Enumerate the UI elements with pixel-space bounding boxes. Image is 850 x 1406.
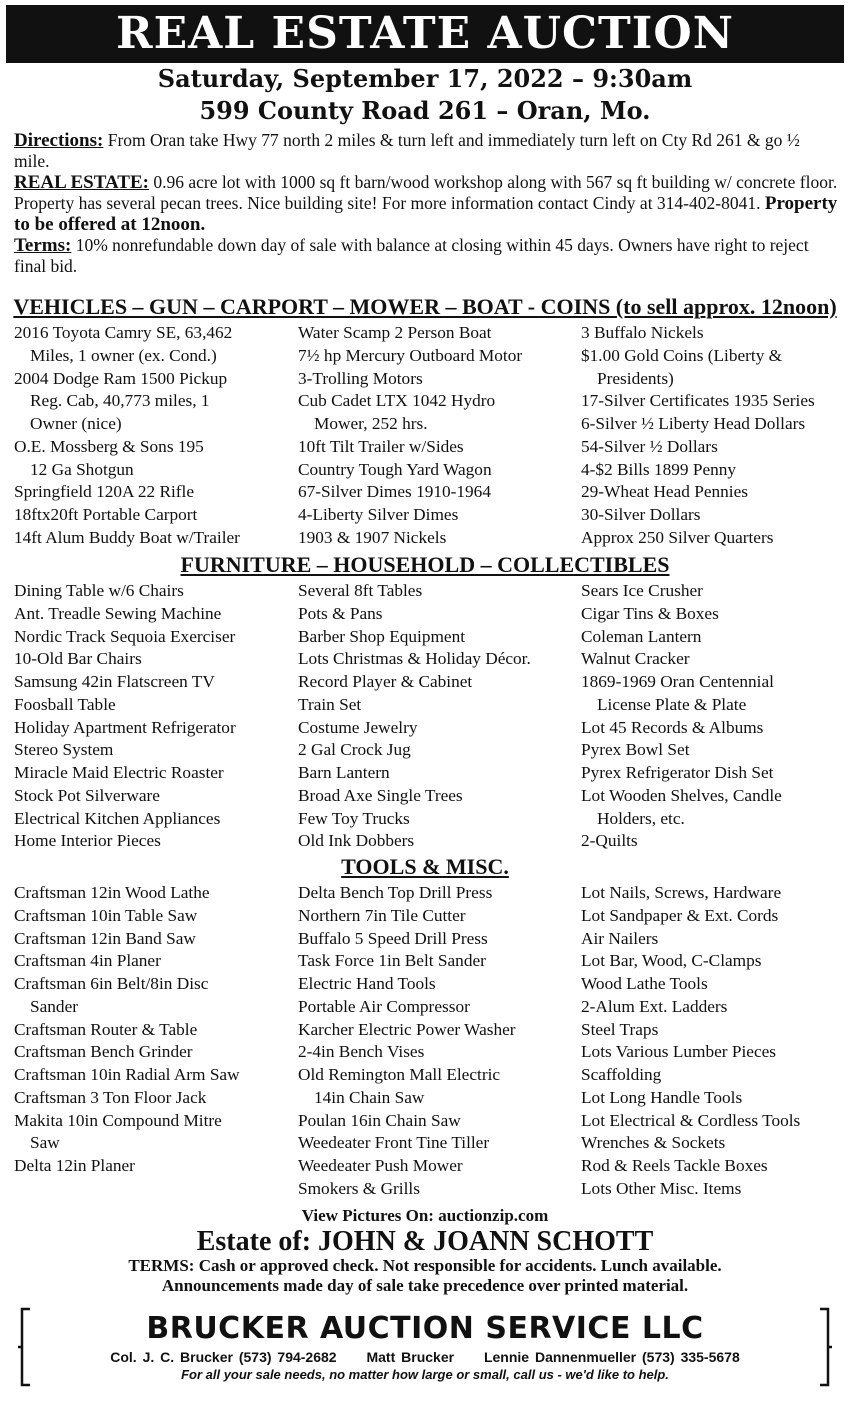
list-item: Springfield 120A 22 Rifle: [14, 482, 195, 502]
furniture-col-3: [581, 580, 843, 853]
terms-label: Terms:: [14, 235, 72, 256]
list-item: 1903 & 1907 Nickels: [298, 527, 447, 547]
list-item: Holders, etc.: [597, 808, 685, 828]
list-item: Ant. Treadle Sewing Machine: [14, 603, 222, 623]
list-item: Costume Jewelry: [298, 717, 418, 737]
list-item: Cigar Tins & Boxes: [581, 603, 719, 623]
real-estate-text: 0.96 acre lot with 1000 sq ft barn/wood workshop along with 567 sq ft building w/ concrete floor. Property has several pecan trees. Nice building site! For more information contact Cindy at 314-402-8041.: [14, 172, 838, 213]
list-item: Lot Bar, Wood, C-Clamps: [581, 951, 762, 971]
list-item: Barn Lantern: [298, 763, 390, 782]
list-item: Weedeater Push Mower: [298, 1156, 463, 1175]
vehicles-col-1: [14, 322, 289, 550]
list-item: Lots Other Misc. Items: [581, 1178, 742, 1198]
list-item: Miracle Maid Electric Roaster: [14, 763, 224, 782]
list-item: Makita 10in Compound Mitre: [14, 1110, 222, 1130]
list-item: Pots & Pans: [298, 603, 383, 623]
list-item: Lot Electrical & Cordless Tools: [581, 1110, 801, 1130]
list-item: 12 Ga Shotgun: [30, 459, 134, 479]
offer-time-note: Property to be offered at 12noon.: [14, 193, 838, 235]
list-item: Pyrex Refrigerator Dish Set: [581, 763, 774, 782]
list-item: Cub Cadet LTX 1042 Hydro: [298, 391, 496, 411]
list-item: Electric Hand Tools: [298, 974, 436, 993]
list-item: 18ftx20ft Portable Carport: [14, 505, 198, 524]
list-item: 14ft Alum Buddy Boat w/Trailer: [14, 527, 240, 547]
list-item: 2016 Toyota Camry SE, 63,462: [14, 323, 233, 342]
terms-line-1: TERMS: Cash or approved check. Not responsible for accidents. Lunch available.: [128, 1256, 722, 1275]
real-estate-paragraph: [14, 172, 839, 235]
list-item: Task Force 1in Belt Sander: [298, 951, 486, 971]
list-item: Barber Shop Equipment: [298, 626, 466, 646]
list-item: Buffalo 5 Speed Drill Press: [298, 928, 488, 948]
list-item: Miles, 1 owner (ex. Cond.): [30, 345, 217, 365]
list-item: $1.00 Gold Coins (Liberty &: [581, 345, 783, 365]
list-item: Karcher Electric Power Washer: [298, 1019, 516, 1039]
list-item: Water Scamp 2 Person Boat: [298, 323, 492, 342]
list-item: Approx 250 Silver Quarters: [581, 527, 774, 547]
list-item: Saw: [30, 1133, 60, 1153]
list-item: Few Toy Trucks: [298, 808, 410, 828]
list-item: 1869-1969 Oran Centennial: [581, 672, 774, 691]
list-item: Craftsman 10in Radial Arm Saw: [14, 1065, 240, 1084]
list-item: 3 Buffalo Nickels: [581, 323, 704, 342]
list-item: Sears Ice Crusher: [581, 581, 703, 600]
furniture-heading: [0, 552, 850, 578]
page-title: REAL ESTATE AUCTION: [6, 5, 844, 63]
list-item: Lot Sandpaper & Ext. Cords: [581, 905, 779, 925]
real-estate-label: REAL ESTATE:: [14, 172, 149, 193]
list-item: Lot Wooden Shelves, Candle: [581, 785, 782, 805]
list-item: Country Tough Yard Wagon: [298, 459, 492, 479]
list-item: Mower, 252 hrs.: [314, 414, 428, 433]
list-item: Craftsman Bench Grinder: [14, 1042, 193, 1062]
tools-col-2: [298, 882, 573, 1201]
list-item: Old Remington Mall Electric: [298, 1065, 501, 1084]
furniture-col-1: [14, 580, 289, 853]
list-item: 6-Silver ½ Liberty Head Dollars: [581, 414, 806, 433]
list-item: Several 8ft Tables: [298, 581, 423, 600]
directions-text: From Oran take Hwy 77 north 2 miles & turn left and immediately turn left on Cty Rd 261 & go ½ mile.: [14, 130, 800, 171]
auction-date: Saturday, September 17, 2022 – 9:30am: [157, 64, 693, 93]
list-item: Samsung 42in Flatscreen TV: [14, 672, 215, 691]
list-item: Holiday Apartment Refrigerator: [14, 717, 236, 737]
list-item: Craftsman 12in Band Saw: [14, 928, 196, 948]
list-item: Wood Lathe Tools: [581, 974, 708, 993]
list-item: Craftsman 6in Belt/8in Disc: [14, 974, 209, 993]
list-item: Stock Pot Silverware: [14, 785, 160, 805]
list-item: Portable Air Compressor: [298, 996, 470, 1016]
tools-col-1: [14, 882, 289, 1178]
list-item: O.E. Mossberg & Sons 195: [14, 436, 204, 456]
list-item: 14in Chain Saw: [314, 1087, 425, 1107]
contact-1: Col. J. C. Brucker (573) 794-2682: [110, 1349, 337, 1365]
list-item: Old Ink Dobbers: [298, 831, 415, 851]
list-item: Lot Long Handle Tools: [581, 1087, 743, 1107]
list-item: Home Interior Pieces: [14, 831, 161, 851]
list-item: Lot 45 Records & Albums: [581, 717, 764, 737]
list-item: Weedeater Front Tine Tiller: [298, 1133, 490, 1153]
tools-heading-text: TOOLS & MISC.: [341, 854, 509, 879]
list-item: Lots Christmas & Holiday Décor.: [298, 649, 531, 669]
list-item: Craftsman 3 Ton Floor Jack: [14, 1087, 207, 1107]
auctioneer-contacts: [16, 1348, 834, 1366]
terms-paragraph: [14, 235, 839, 277]
list-item: Poulan 16in Chain Saw: [298, 1110, 461, 1130]
list-item: Stereo System: [14, 740, 114, 760]
list-item: Steel Traps: [581, 1019, 659, 1039]
view-pictures-line: View Pictures On: auctionzip.com: [301, 1206, 549, 1225]
list-item: Reg. Cab, 40,773 miles, 1: [30, 391, 210, 411]
list-item: 2-4in Bench Vises: [298, 1042, 425, 1062]
list-item: 2 Gal Crock Jug: [298, 740, 411, 760]
directions-label: Directions:: [14, 130, 104, 151]
list-item: Lots Various Lumber Pieces: [581, 1042, 777, 1062]
estate-name: Estate of: JOHN & JOANN SCHOTT: [196, 1226, 654, 1257]
list-item: 4-Liberty Silver Dimes: [298, 505, 459, 524]
list-item: Scaffolding: [581, 1065, 662, 1084]
list-item: Northern 7in Tile Cutter: [298, 905, 466, 925]
list-item: Lot Nails, Screws, Hardware: [581, 883, 782, 902]
list-item: Craftsman 12in Wood Lathe: [14, 883, 210, 902]
list-item: Dining Table w/6 Chairs: [14, 581, 184, 600]
list-item: Owner (nice): [30, 414, 122, 433]
list-item: 10-Old Bar Chairs: [14, 649, 142, 669]
auction-address: 599 County Road 261 – Oran, Mo.: [199, 96, 651, 125]
intro-block: [14, 130, 839, 277]
list-item: Walnut Cracker: [581, 649, 690, 669]
terms-text: 10% nonrefundable down day of sale with balance at closing within 45 days. Owners have right to reject final bid.: [14, 235, 809, 276]
terms-block: [0, 1256, 850, 1296]
list-item: Train Set: [298, 694, 362, 714]
terms-line-2: Announcements made day of sale take precedence over printed material.: [161, 1276, 689, 1295]
list-item: Broad Axe Single Trees: [298, 785, 463, 805]
list-item: Nordic Track Sequoia Exerciser: [14, 626, 236, 646]
list-item: Rod & Reels Tackle Boxes: [581, 1156, 768, 1175]
list-item: Coleman Lantern: [581, 626, 702, 646]
tools-heading: [0, 854, 850, 880]
list-item: 10ft Tilt Trailer w/Sides: [298, 436, 464, 456]
list-item: Air Nailers: [581, 928, 659, 948]
list-item: Delta 12in Planer: [14, 1156, 135, 1175]
list-item: 17-Silver Certificates 1935 Series: [581, 391, 815, 411]
list-item: 2004 Dodge Ram 1500 Pickup: [14, 368, 228, 388]
list-item: 4-$2 Bills 1899 Penny: [581, 459, 737, 479]
vehicles-heading-text: VEHICLES – GUN – CARPORT – MOWER – BOAT - COINS (to sell approx. 12noon): [13, 294, 837, 319]
list-item: Foosball Table: [14, 694, 116, 714]
list-item: 2-Alum Ext. Ladders: [581, 996, 728, 1016]
furniture-heading-text: FURNITURE – HOUSEHOLD – COLLECTIBLES: [180, 552, 670, 577]
list-item: 67-Silver Dimes 1910-1964: [298, 482, 491, 502]
list-item: 7½ hp Mercury Outboard Motor: [298, 345, 523, 365]
auction-service-name: BRUCKER AUCTION SERVICE LLC: [146, 1311, 704, 1346]
list-item: Craftsman 4in Planer: [14, 951, 161, 971]
list-item: Craftsman 10in Table Saw: [14, 905, 198, 925]
list-item: 30-Silver Dollars: [581, 505, 701, 524]
vehicles-col-3: [581, 322, 843, 550]
list-item: License Plate & Plate: [597, 694, 747, 714]
list-item: Wrenches & Sockets: [581, 1133, 726, 1153]
list-item: Smokers & Grills: [298, 1178, 420, 1198]
directions-paragraph: [14, 130, 839, 172]
list-item: 2-Quilts: [581, 831, 638, 851]
list-item: Record Player & Cabinet: [298, 672, 473, 691]
vehicles-heading: [0, 294, 850, 320]
service-tagline: For all your sale needs, no matter how large or small, call us - we'd like to help.: [181, 1367, 669, 1382]
list-item: Delta Bench Top Drill Press: [298, 883, 493, 902]
furniture-col-2: [298, 580, 573, 853]
contact-3: Lennie Dannenmueller (573) 335-5678: [483, 1349, 740, 1365]
list-item: 54-Silver ½ Dollars: [581, 436, 718, 456]
list-item: Pyrex Bowl Set: [581, 740, 690, 760]
list-item: Sander: [30, 996, 78, 1016]
list-item: 29-Wheat Head Pennies: [581, 482, 748, 502]
tools-col-3: [581, 882, 843, 1201]
list-item: Presidents): [597, 368, 674, 388]
list-item: Craftsman Router & Table: [14, 1019, 198, 1039]
list-item: Electrical Kitchen Appliances: [14, 808, 221, 828]
contact-2: Matt Brucker: [366, 1349, 455, 1365]
auction-service-box: [16, 1306, 834, 1388]
list-item: 3-Trolling Motors: [298, 368, 423, 388]
vehicles-col-2: [298, 322, 573, 550]
